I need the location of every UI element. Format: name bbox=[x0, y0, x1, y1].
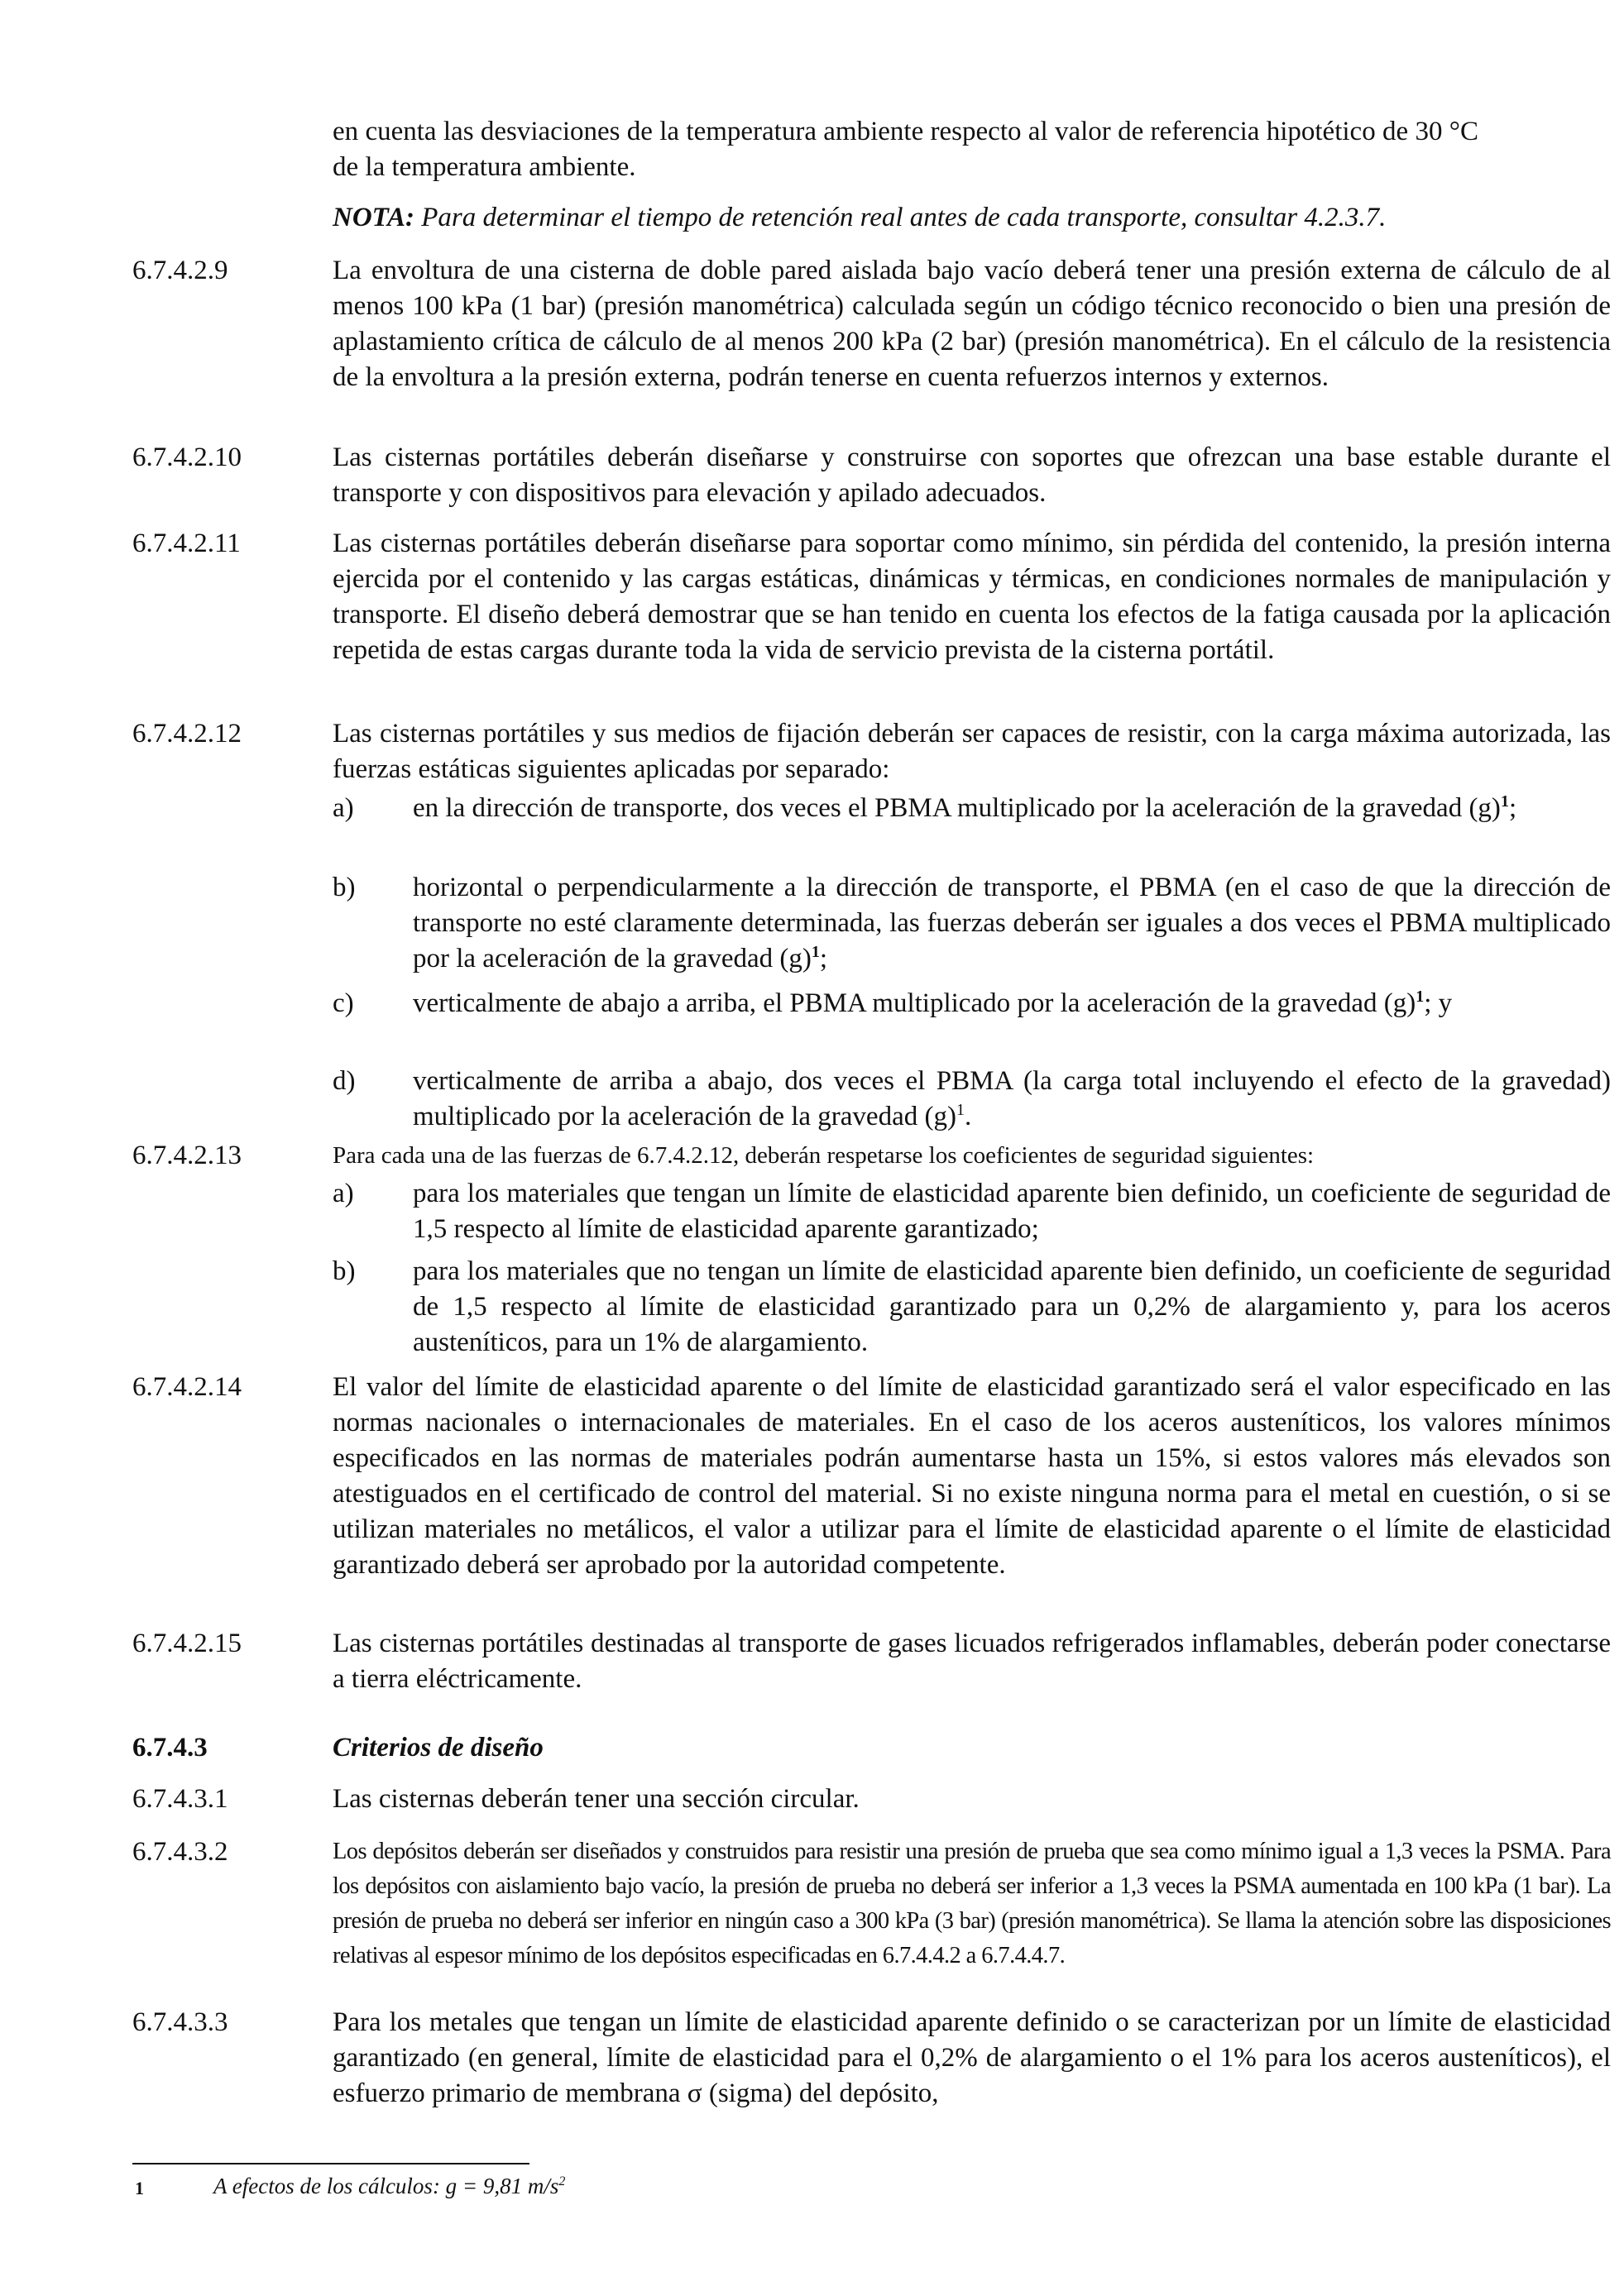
item-letter: b) bbox=[333, 1256, 356, 1286]
note-text: Para determinar el tiempo de retención real antes de cada transporte, consultar 4.2.3.7. bbox=[421, 203, 1387, 232]
note bbox=[333, 200, 1478, 236]
section-number: 6.7.4.2.11 bbox=[132, 529, 241, 558]
footnote-number: 1 bbox=[135, 2178, 144, 2198]
note-label: NOTA: bbox=[333, 203, 414, 232]
section-number: 6.7.4.2.10 bbox=[132, 442, 242, 472]
section-number: 6.7.4.2.12 bbox=[132, 719, 242, 749]
section-text: Las cisternas portátiles deberán diseñarse y construirse con soportes que ofrezcan una base estable durante el transporte y con dispositivos para elevación y apilado adecuados. bbox=[333, 442, 1611, 508]
section-number: 6.7.4.3.2 bbox=[132, 1837, 228, 1867]
heading-number: 6.7.4.3 bbox=[132, 1733, 208, 1763]
item-text: verticalmente de abajo a arriba, el PBMA multiplicado por la aceleración de la gravedad $(g)^1$; y bbox=[413, 988, 1453, 1018]
footnote-text: A efectos de los cálculos: g = 9,81 $m/s^2$ bbox=[213, 2174, 566, 2198]
item-text: para los materiales que tengan un límite de elasticidad aparente bien definido, un coeficiente de seguridad de 1,5 respecto al límite de elasticidad aparente garantizado; bbox=[413, 1179, 1611, 1244]
section-number: 6.7.4.2.15 bbox=[132, 1629, 242, 1658]
footnote-separator bbox=[132, 2163, 529, 2164]
section-text: Las cisternas portátiles y sus medios de fijación deberán ser capaces de resistir, con la carga máxima autorizada, las fuerzas estáticas siguientes aplicadas por separado: bbox=[333, 719, 1611, 784]
section-number: 6.7.4.3.1 bbox=[132, 1784, 228, 1814]
item-letter: c) bbox=[333, 988, 354, 1018]
section-text: Las cisternas portátiles destinadas al transporte de gases licuados refrigerados inflamables, deberán poder conectarse a tierra eléctricamente. bbox=[333, 1629, 1611, 1694]
item-letter: b) bbox=[333, 873, 356, 902]
section-text: El valor del límite de elasticidad aparente o del límite de elasticidad garantizado será el valor especificado en las normas nacionales o internacionales de materiales. En el caso de los aceros austeníticos, los valores mínimos especificados en las normas de materiales podrán aumentarse hasta un 15%, si estos valores más elevados son atestiguados en el certificado de control del material. Si no existe ninguna norma para el metal en cuestión, o si se utilizan materiales no metálicos, el valor a utilizar para el límite de elasticidad aparente o el límite de elasticidad garantizado deberá ser aprobado por la autoridad competente. bbox=[333, 1372, 1611, 1580]
section-number: 6.7.4.2.14 bbox=[132, 1372, 242, 1402]
section-text: Los depósitos deberán ser diseñados y construidos para resistir una presión de prueba que sea como mínimo igual a 1,3 veces la PSMA. Para los depósitos con aislamiento bajo vacío, la presión de prueba no deberá ser inferior a 1,3 veces la PSMA aumentada en 100 kPa (1 bar). La presión de prueba no deberá ser inferior en ningún caso a 300 kPa (3 bar) (presión manométrica). Se llama la atención sobre las disposiciones relativas al espesor mínimo de los depósitos especificadas en 6.7.4.4.2 a 6.7.4.4.7. bbox=[333, 1839, 1611, 1968]
item-text: en la dirección de transporte, dos veces el PBMA multiplicado por la aceleración de la gravedad $(g)^1$; bbox=[413, 792, 1517, 823]
item-text: horizontal o perpendicularmente a la dirección de transporte, el PBMA (en el caso de que la dirección de transporte no esté claramente determinada, las fuerzas deberán ser iguales a dos veces el PBMA multiplicado por la aceleración de la gravedad $(g)^1$; bbox=[413, 873, 1611, 973]
item-letter: d) bbox=[333, 1066, 356, 1096]
continuation-paragraph: en cuenta las desviaciones de la temperatura ambiente respecto al valor de referencia hipotético de 30 °C de la temperatura ambiente. bbox=[333, 117, 1478, 182]
section-text: Para los metales que tengan un límite de elasticidad aparente definido o se caracterizan por un límite de elasticidad garantizado (en general, límite de elasticidad para el 0,2% de alargamiento o el 1% para los aceros austeníticos), el esfuerzo primario de membrana σ (sigma) del depósito, bbox=[333, 2007, 1611, 2108]
item-letter: a) bbox=[333, 793, 354, 823]
section-number: 6.7.4.3.3 bbox=[132, 2007, 228, 2037]
item-text: verticalmente de arriba a abajo, dos veces el PBMA (la carga total incluyendo el efecto de la gravedad) multiplicado por la aceleración de la gravedad $(g)^1$. bbox=[413, 1066, 1611, 1131]
section-text: Para cada una de las fuerzas de 6.7.4.2.12, deberán respetarse los coeficientes de seguridad siguientes: bbox=[333, 1142, 1315, 1169]
section-number: 6.7.4.2.9 bbox=[132, 256, 228, 285]
heading-title: Criterios de diseño bbox=[333, 1733, 544, 1763]
item-text: para los materiales que no tengan un límite de elasticidad aparente bien definido, un coeficiente de seguridad de 1,5 respecto al límite de elasticidad garantizado para un 0,2% de alargamiento y, para los aceros austeníticos, para un 1% de alargamiento. bbox=[413, 1256, 1611, 1357]
item-letter: a) bbox=[333, 1179, 354, 1208]
section-text: Las cisternas deberán tener una sección circular. bbox=[333, 1784, 860, 1814]
section-text: Las cisternas portátiles deberán diseñarse para soportar como mínimo, sin pérdida del contenido, la presión interna ejercida por el contenido y las cargas estáticas, dinámicas y térmicas, en condiciones normales de manipulación y transporte. El diseño deberá demostrar que se han tenido en cuenta los efectos de la fatiga causada por la aplicación repetida de estas cargas durante toda la vida de servicio prevista de la cisterna portátil. bbox=[333, 529, 1611, 665]
section-number: 6.7.4.2.13 bbox=[132, 1141, 242, 1170]
section-text: La envoltura de una cisterna de doble pared aislada bajo vacío deberá tener una presión externa de cálculo de al menos 100 kPa (1 bar) (presión manométrica) calculada según un código técnico reconocido o bien una presión de aplastamiento crítica de cálculo de al menos 200 kPa (2 bar) (presión manométrica). En el cálculo de la resistencia de la envoltura a la presión externa, podrán tenerse en cuenta refuerzos internos y externos. bbox=[333, 256, 1611, 392]
